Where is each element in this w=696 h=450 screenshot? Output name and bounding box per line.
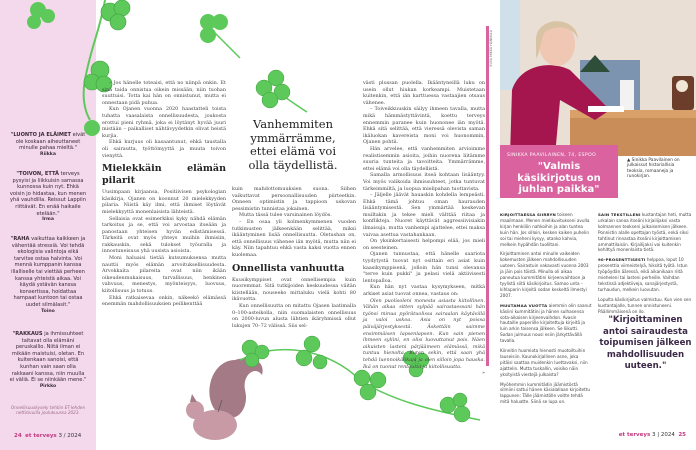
clover-icon <box>252 68 312 116</box>
paragraph: Kun onnellisuutta on mitattu Ojasen laatimalla 0–100-asteikolla, niin suomalaisten onnellisuus on 2000-luvun alusta lähtien ikäryhmissä ollut lukujen 70–72 välissä. Siis sel- <box>232 302 356 329</box>
paragraph: Ehkä kurjuus oli kasaantunut, ehkä taustalla oli sairautta, työttömyyttä ja muuta toivon vienyttä. <box>102 139 226 159</box>
quote-lead: "RAKKAUS <box>12 331 43 337</box>
paragraph <box>500 303 592 344</box>
quote-author: Toino <box>41 308 55 314</box>
article-column-3 <box>363 80 485 377</box>
paragraph <box>500 212 592 247</box>
italic-quote-paragraph: Olen puolisoleni monesta asiasta kiitollinen. Vähän aikaa sitten sylpää sairastaessani hän työnsi minua pyörätuolissa sairaalan käytävillä ja valoi uskoa. Asia on nyt poissa päiväjärjestyksestä. Äskettäin saimme ensimmäisen lapsenlapsen. Kun sain pienen ihmeen syliini, en olisi luovuttanut pois. Näen aikuisten lasteni pärjäämeen elämässä, mikä tuntuu hienolta. Kuten sekin, että saan yhä tehdä luennoikälikaja ja olen silloin jopa hauska. Ikä on tuonut rentoutta ja kiitollisuutta. <box>363 297 485 370</box>
paragraph-text: Myöhemmin kummitädin jäämistöstä silmiini sattui hänen käsialallaan kirjoitettu lappunen: Tälle jäämistölle voitte tehdä mitä haluatte. Siinä se lupa on. <box>500 381 591 405</box>
reader-quote <box>9 132 87 158</box>
issue-number: 3 | 2024 <box>651 432 675 438</box>
paragraph-lead: SAIN TEKSTILLENI <box>598 212 641 217</box>
paragraph: Kuusikymppiset ovat onnellisempia kuin nuoremmat. Sitä tutkijoiden keskuudessa väitän kiistellään, nouseeko mittaluku vielä kohti 80 ikävuotta. <box>232 276 356 303</box>
paragraph: Moni haluaisi tietää kutsumuksensa mutta nauttii myös elämän arvoituksellisuudesta. Arvokkaita pilareita ovat niin ikään oikeudenmukaisuus, turvallisuus, henkinen vahvuus, menestys, myönteisyys, luovuus, kiitollisuus ja totuus. <box>102 255 226 295</box>
paragraph-text: kustantajan heti, mutta urkalain sanoa itseäni kirjailijaksi vasta kolmannen teokseni julkaisemisen jälkeen. Ponnistin alalle opettajan työstä, enkä siksi tohtinut rinnastaa itseäni kirjoittamisen ammattilaisiin. Kirjailijaksi voi kuitenkin kehittyä monenlaista tietä. <box>598 212 692 253</box>
accent-bar <box>486 26 489 366</box>
portrait-photo <box>500 0 696 156</box>
quote-author: Irma <box>42 217 54 223</box>
end-mark: » <box>482 370 485 377</box>
paragraph: – En osaa yli kolmenkymmenen vuoden tutkimusten jälkeenkään selittää, miksi ikääntyminen lisää onnellisuutta. Oletushan on, että onnellisuus vähenee iän myötä, mutta niin ei käy. Niin tapahtuu ehkä vasta kaksi vuotta ennen kuolemaa. <box>232 218 356 258</box>
paragraph-text: helppoa, loput 10 prosenttia viimeistelyä, hiksitä työtä. Istun työpöydän ääressä, eikä aikanikaan riitä mieheleni tai lasteni perheille. Vaihdan tekstissä adjektiiveja, sanajärjestystä, turhaudun, melkein luovutan. <box>598 257 688 292</box>
paragraph <box>598 212 692 253</box>
reader-quote <box>9 236 87 315</box>
quote-lead: "LUONTO JA ELÄIMET <box>10 132 71 138</box>
quote-author: Pirkko <box>39 383 57 389</box>
paragraph <box>500 348 592 378</box>
article-column-2 <box>232 186 356 329</box>
paragraph: Sellaisia ovat esimerkiksi kyky nähdä elämän tarkoitus ja se, että voi arvostaa itseään ja panostaan yhteisen hyvän edistämisessä. Tärkeitä ovat myös yhteys muihin ihmisiin, rakkauskin, sekä tulokset työuralla ja innostuneisuus yhä uusista asioista. <box>102 215 226 255</box>
paragraph: – Jos hänelle toteaisi, että no niinpä onkin. Et sinä taida onnistua oikein missään, niin tuohan suuttuisi. Totta kai hän on onnistunut, mutta ei onnestaan pidä puhua. <box>102 80 226 106</box>
paragraph: Kun Ojanen vuonna 2020 haastatteli toista tuhatta vaasalaista onnellisuudesta, joukosta erottui pieni ryhmä, joka ei löytänyt hyvää juuri mistään – paikalliset nähtävyydetkin olivat heistä kurjia. <box>102 106 226 139</box>
paragraph: On yksinkertaisesti helpompi elää, jos mieli on seesteinen. <box>363 238 485 251</box>
paragraph: Mutta tässä tulee varsinainen löydös. <box>239 212 332 219</box>
person-name-age-city: SINIKKA PAAVILAINEN, 74, ESPOO <box>507 153 597 158</box>
reader-quote <box>9 331 87 390</box>
pull-quote: Vanhemmiten ymmärrämme, ettei elämä voi olla täydellistä. <box>248 117 338 172</box>
survey-source-note: Onnellisuuskysely tehtiin ET-lehden nettisivuilla joulukuussa 2023. <box>10 405 86 416</box>
paragraph: – Jäljelle jäävät hauaskin kohdella lempeästi. Ehkä tämä johtuu oman haurauden lisääntymisestä. Sen ymmärtää keskevan muiltakin ja tekee mieli välttää riitaa ja konflikteja. Nuoret käyttävät aggressiivisiakin ilmaisuja, mutta vanhempi ajattelee, ettei maksa vaivaa asettua vastahankaan. <box>363 192 485 238</box>
quote-author: Riikka <box>40 151 56 157</box>
reader-quote <box>9 171 87 224</box>
article-column-5 <box>598 212 692 319</box>
paragraph <box>500 251 592 298</box>
paragraph: kuin mahdottomuuksien suona. Siihen vaikuttavat persoonallisuuden piirteetkin. Onneen optimistin ja tappioon uskovan pessimistin tunnistaa jokainen. <box>232 186 356 212</box>
paragraph: – Toiveikkuuskin säilyy ihmeen tavalla, mutta mikä hämmästyttävintä, koettu terveys ennemmin paranee kuin huononee iän myötä. Ehkä sitä selittää, että vieressä olevista saman ikäluokan kavereista moni voi huonommin, Ojanen pohtii. <box>363 106 485 146</box>
paragraph-lead: KIRJOITTAESSA SIIRRYN <box>500 212 556 217</box>
paragraph: västi plussan puolella. Ikääntyneillä luku on usein ollut hiukan korkeampi. Muistetaan kuitenkin, että iän karttuessa vastaajien otsaus vähenee. <box>363 80 485 106</box>
squirrel-icon <box>186 358 263 440</box>
left-folio <box>14 433 81 439</box>
clover-icon <box>82 118 102 138</box>
paragraph: Samalla armollisuus itseä kohtaan lisääntyy. Voi myös valikoida ihmissuhteet, jotka tuntuvat tärkeimmiltä, ja luopua mielipahan tuottavista. <box>363 172 485 192</box>
right-folio <box>619 432 686 438</box>
magazine-name: et terveys <box>25 433 57 439</box>
paragraph <box>598 297 692 315</box>
magazine-name: et terveys <box>618 432 651 438</box>
paragraph: Kun hän nyt vastaa kysymykseen, mitkä arkiset asiat tuovat onnea, vastaus on: <box>363 284 485 297</box>
quote-text: vaikuttaa kaikkeen ja vähentää stressiä. Voi tehdä ekologisia valintoja eikä tarvitse ostaa halvinta. Voi mennä kumppanin kanssa illalliselle tai viettää perheen kanssa yhteistä aikaa. Voi käydä ystävän kanssa konsertissa, hoidattaa hampaat kuntoon tai ostaa uudet silmälasit." <box>11 236 86 308</box>
section-heading: Mielekkäin elämän pilarit <box>102 163 226 187</box>
paragraph: Ojanen tunnustaa, että hänelle saariota tyydytystä tuovat nyt osittain eri asiat kuin kaasikymppisenä, jolloin hän tunsi olevansa "terve kuin pukki" ja pelasi vielä aktiivisesti lentopalloa. <box>363 251 485 284</box>
title-box <box>500 145 618 198</box>
paragraph: Ehkä ratkaisevaa onkin, näkeekö elämässä enemmän mahdollisuuksien peilikenttää <box>102 294 226 308</box>
paragraph: Uusimpaan kirjaansa, Positiivisen psykologian käsikirja, Ojanen on koonnut 20 mielekkyyden pilaria. Niistä käy ilmi, että ihmiset löytävät mielekkyyttä monenlaisista lähteistä. <box>102 189 226 215</box>
section-heading: Onnellista vanhuutta <box>232 262 345 274</box>
article-column-1 <box>102 80 226 308</box>
paragraph-text: Lopulta käsikirjoitus valmistuu. Kun vien sen kustantajalle, tunnen onnistuneeni. Päällimmäisenä on ilo. <box>598 296 692 314</box>
paragraph <box>598 257 692 292</box>
article-column-4 <box>500 212 592 409</box>
quote-lead: "TOIVON, ETTÄ <box>16 171 59 177</box>
article-title: "Valmis käsikirjotus on juhlan paikka" <box>517 161 601 195</box>
paragraph-text: aiemmin olin saanut käsiini kummitätini ja hänen sulhasensa sota-aikaisen kirjeenvaihdon. Avasin hautaille paperiille kirjoitettuja kirjeitä ja luin arkin toisensa jälkeen. Se liikutti. Sodan julmuus nousi esiin järkyttävällä tavalla. <box>500 302 592 344</box>
paragraph-text: toiseen maailmaan. Menen mielikuvitukseni avulla kirjan henkilön nahkoihin ja alan tuntea kuin hän. Jos silloin, kesken kaiken puhelin soi tai mieheni kysyy, otanko kahvia, melkein hypähdän tuoliltani. <box>500 212 590 247</box>
paragraph-lead: MUUTAMAA VUOTTA <box>500 302 548 308</box>
photo-caption: ▲ Sinikka Paavilainen on julkaissut historiallisia teoksia, romaaneja ja runokirjan. <box>627 158 680 180</box>
paragraph-text: Kiinnitin huomiota hienosti muotoiltuihin lauseisiin. Kaunokirjallinen asne, joka pitäisi saattaa muidenkin luettavaksi, niin ajattelin. Mutta tuskallin, voisiko näin yksityistä viestejä julkaista? <box>500 348 588 377</box>
photo-credit: KUVA MIKKO HANNULA <box>489 30 493 67</box>
paragraph: Hän arvelee, että vanhemmiten arvioimme realistisemmin asioita, joihin nuorena liitämme suuria tunteita ja tavoitteita. Ymmärrämme, ettei elämä voi olla täydellistä. <box>363 145 485 172</box>
highlight-quote: "Kirjoittaminen antoi sairaudesta toipumisen jälkeen mahdollisuuden uuteen." <box>599 315 692 371</box>
quote-text: ja ihmissuhteet taitavat olla elämäni peruskallio. Niitä ilman ei mikään maistuisi, oletan. En kuitenkaan sanoisi, että kunhan vain saan olla rakkaani kanssa, niin muulla ei väliä. Ei se niinkään mene." <box>9 331 87 384</box>
quote-text: eivät ole koskaan aiheuttaneet minulle pahaa mieltä." <box>15 132 86 152</box>
quote-lead: "RAHA <box>10 236 30 242</box>
paragraph-lead: 90-PROSENTTISESTI <box>598 257 646 263</box>
clover-icon <box>190 8 245 63</box>
page-number: 24 <box>14 433 22 439</box>
paragraph-text: Kirjoittaminen antoi minulle vaikeiden kokemusten jälkeen mahdollisuuden uuteen. Sairastuin vakavasti vuonna 2003 ja jäin pois töistä. Minulla oli aikaa paneutua kummitätini kirjeenvaihtoon ja tyylistä siitä käsikirjoitus. Samoo unta – kihlaparin kirjeitä sodan keskeltä ilmestyi 2007. <box>500 251 589 298</box>
issue-number: 3 / 2024 <box>58 433 82 439</box>
page-number: 25 <box>678 432 686 438</box>
quote-text: terveys pysyisi ja liikkuisin samassa kunnossa kuin nyt. Ehkä voisin jo hidastaa, kun menen yhä vauhdilla. Reissut Lappiin riittävät. En enää haikaile etelään." <box>9 171 87 217</box>
clover-icon <box>20 0 60 50</box>
paragraph <box>500 382 592 406</box>
